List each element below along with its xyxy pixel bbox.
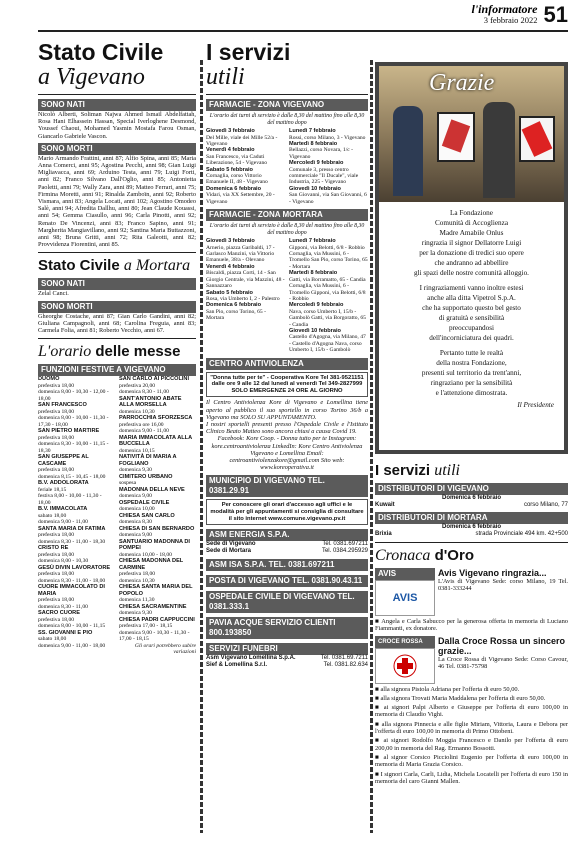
church-name: SAN PIETRO MARTIRE [38, 428, 100, 435]
avis-section [375, 568, 568, 616]
fondazione-line: ringraziano per la sensibilità [430, 379, 513, 387]
header-rule [38, 30, 568, 32]
funebri-contacts [206, 655, 368, 669]
nati-header: SONO NATI [38, 99, 196, 111]
contact-label: Sede di Vigevano [206, 541, 256, 548]
section-title: Stato Civile [38, 39, 164, 65]
croce-rossa-title: Dalla Croce Rossa un sincero grazie... [438, 635, 566, 656]
avis-donation: ■ Angela e Carla Sabucco per la generosa offerta in memoria di Luciano Fiammanti, ex donatore. [375, 618, 568, 633]
mass-times: domenica 9,30 [119, 467, 152, 474]
mass-times: festiva 8,00 - 10,00 - 11,30 - 18,00 [38, 493, 102, 506]
funzioni-header: FUNZIONI FESTIVE A VIGEVANO [38, 364, 196, 376]
farmacia-entry: Del Mille, viale dei Mille 52/a - Vigevano [206, 134, 278, 147]
fondazione-ad [375, 62, 568, 454]
croce-rossa-section [375, 636, 568, 684]
distributori-vigevano-header: DISTRIBUTORI DI VIGEVANO [375, 483, 568, 495]
contact-phone: Tel. 0381.82.634 [323, 662, 368, 669]
fondazione-line: e l'attenzione dimostrata. [435, 389, 508, 397]
turno-day: Lunedì 7 febbraio [289, 128, 336, 135]
church-name: ALLA MORSELLA [119, 402, 167, 409]
asm-header: ASM ENERGIA S.P.A. [206, 529, 368, 541]
farmacia-entry: Arnerio, piazza Garibaldi, 17 - Garlasco Manzini, via Vittorio Emanuele, 38/a - Olevano [206, 244, 275, 264]
ospedale-header: OSPEDALE CIVILE DI VIGEVANO TEL. 0381.333.1 [206, 591, 368, 613]
mass-times: domenica 9,00 - 11,00 [119, 428, 169, 435]
church-name: SANTA MARIA DI FATIMA [38, 525, 106, 532]
avis-title: Avis Vigevano ringrazia... [438, 568, 547, 578]
contact-phone: Tel. 0381.697211 [322, 541, 368, 548]
church-name: SAN CARLO AI PICCOLINI [119, 376, 190, 383]
mass-times: domenica 9,00 - 11,00 [38, 519, 88, 526]
turno-day: Venerdì 4 febbraio [206, 147, 255, 154]
mass-times: prefestiva 18,00 [38, 571, 75, 578]
mass-times: domenica 8,00 - 10,00 - 11,15 [38, 623, 106, 630]
turno-day: Sabato 5 febbraio [206, 289, 253, 296]
church-name: CHIESA DI SAN BERNARDO [119, 525, 195, 532]
fondazione-line: anche alla ditta Vipetrol S.p.A. [427, 294, 516, 302]
church-name: SANT'ANTONIO ABATE [119, 395, 182, 402]
mass-times: domenica 9,00 [119, 493, 152, 500]
page-header [472, 4, 569, 28]
mass-times: prefestiva 18,00 [38, 597, 75, 604]
fondazione-line: presenti sul territorio da trent'anni, [421, 369, 522, 377]
mass-times: domenica 8,00 - 10,00 - 11,30 - 17,30 - 18,00 [38, 415, 109, 428]
farmacia-entry: Nava, corso Umberto I, 15/b - Gambolò Gatti, via Borgoratto, 65 - Candia [289, 308, 366, 328]
turno-day: Domenica 6 febbraio [206, 302, 262, 309]
section-title: I servizi [206, 39, 291, 65]
funebri-header: SERVIZI FUNEBRI [206, 643, 368, 655]
turno-day: Martedì 8 febbraio [289, 270, 338, 277]
right-column [375, 40, 568, 787]
mass-times: prefestiva 18,00 [38, 532, 75, 539]
turno-day: Venerdì 4 febbraio [206, 263, 255, 270]
fondazione-text [379, 208, 564, 398]
farmacie-mortara [206, 238, 368, 353]
church-name: CHIESA SANTA MARIA DEL POPOLO [119, 584, 193, 597]
antiviolenza-text: Il Centro Antiviolenza Kore di Vigevano e Lomellina tiene aperto al pubblico il suo sportello in corso Torino 36/b a Vigevano ma SOLO SU APPUNTAMENTO. [206, 399, 368, 421]
fondazione-line: ringrazia il signor Dellatorre Luigi [421, 239, 522, 247]
antiviolenza-contacts: Facebook: Kore Coop. - Donna tutto per te Instagram: kore.centroantiviolenza LinkedIn: Kore Centro Antiviolenza Vigevano e Lomellina Email: centroantiviolenzakore@gmail.com Sito web: www.koreoperativa.it [211, 435, 363, 472]
mass-times: prefestiva 18,00 [119, 571, 156, 578]
mass-times: domenica 8,30 - 11,00 [119, 389, 169, 396]
fondazione-line: Comunità di Accoglienza [434, 219, 509, 227]
mass-times: domenica 8,30 - 10,00 - 11,15 - 18,30 [38, 441, 109, 454]
mass-times: domenica 8,15 - 10,45 - 18,00 [38, 473, 106, 480]
nati-list-mortara: Zelal Canci. [38, 290, 69, 298]
fondazione-line: di gratuità e sensibilità [438, 314, 505, 322]
church-name: CHIESA SACRAMENTINE [119, 603, 187, 610]
mass-times: prefestiva ore 16,00 [119, 421, 164, 428]
stato-civile-column [38, 40, 196, 656]
church-name: GESÙ DIVIN LAVORATORE [38, 564, 111, 571]
contact-row [206, 655, 368, 662]
nati-header-mortara: SONO NATI [38, 278, 196, 290]
mass-times: domenica 9,30 [119, 610, 152, 617]
mass-times: domenica 8,30 [119, 519, 152, 526]
church-name: CRISTO RE [38, 545, 69, 552]
mass-times: sabato 18,00 [38, 636, 67, 643]
turno-day: Giovedì 10 febbraio [289, 327, 341, 334]
distributori-mortara-header: DISTRIBUTORI DI MORTARA [375, 512, 568, 524]
turno-day: Mercoledì 9 febbraio [289, 160, 344, 167]
contact-row [206, 548, 368, 555]
church-name: SS. GIOVANNI E PIO [38, 629, 93, 636]
messe-schedule [38, 376, 196, 656]
mortara-title: Stato Civile a Mortara [38, 257, 191, 275]
mass-times: domenica 10,00 [119, 506, 155, 513]
mass-times: prefestiva 18,00 [38, 616, 75, 623]
turno-day: Giovedì 3 febbraio [206, 128, 255, 135]
turno-day: Mercoledì 9 febbraio [289, 302, 344, 309]
church-name: B.V. IMMACOLATA [38, 506, 88, 513]
contact-phone: Tel. 0384.295929 [321, 548, 368, 555]
fondazione-line: preoccupandosi [448, 324, 495, 332]
contact-row [206, 541, 368, 548]
church-name: B.V. ADDOLORATA [38, 480, 89, 487]
farmacia-entry: Cornaglia, corso Vittorio Emanuele II, 48 - Vigevano [206, 173, 268, 186]
turno-day: Giovedì 3 febbraio [206, 238, 255, 245]
donation-entry: ■ ai signori Rodolfo Moggia Francesco e Danilo per l'offerta di euro 200,00 in memoria del Rag. Ermanno Bossotti. [375, 737, 568, 752]
avis-tag: AVIS [375, 568, 435, 580]
farmacia-entry: Comunale 3, presso centro commerciale "Il Ducale", viale Industria, 225 - Vigevano [289, 166, 359, 186]
contact-row [206, 662, 368, 669]
mass-times: domenica 9,00 [119, 532, 152, 539]
farmacia-entry: Bellazzi, corso Novara, 1/c - Vigevano [289, 147, 353, 160]
mass-times: domenica 10,30 [119, 408, 155, 415]
contact-label: Sede di Mortara [206, 548, 252, 555]
church-name: SANTUARIO MADONNA DI POMPEI [119, 538, 190, 552]
antiviolenza-header: CENTRO ANTIVIOLENZA [206, 358, 368, 370]
antiviolenza-box: "Donna tutte per te" - Cooperativa Kore Tel 381-9521151 dalle ore 9 alle 12 dal lunedì al venerdì Tel 349-2827999 SOLO EMERGENZE 24 ORE AL GIORNO [206, 372, 368, 398]
church-name: DUOMO [38, 376, 60, 383]
donation-entry: ■ alla signora Pistola Adriana per l'offerta di euro 50,00. [375, 685, 520, 693]
section-subtitle: a Vigevano [38, 64, 145, 90]
mass-times: domenica 8,30 - 11,00 - 18,30 [38, 538, 106, 545]
farmacie-vigevano [206, 128, 368, 205]
distributori-day: Domenica 6 febbraio [441, 495, 501, 501]
church-name: SAN FRANCESCO [38, 402, 87, 409]
distributori-vigevano-row: Kuwait corso Milano, 77 [375, 502, 568, 508]
church-name: NATIVITÀ DI MARIA A FOGLIANO [119, 454, 177, 467]
municipio-box: Per conoscere gli orari d'accesso agli uffici e le modalità per gli appuntamenti si consiglia di consultare il sito internet www.comune.vigevano.pv.it [206, 499, 368, 525]
cronaca-title: Cronaca d'Oro [375, 547, 474, 564]
contact-phone: Tel. 0381.69.7211 [320, 655, 368, 662]
red-cross-icon [375, 648, 435, 684]
distributori-mortara-row: Brixia strada Provinciale 494 km. 42+500 [375, 531, 568, 537]
messe-right [119, 376, 196, 656]
fondazione-line: dell'incorniciatura dei quadri. [429, 334, 514, 342]
church-name: MADONNA DELLA NEVE [119, 486, 185, 493]
farmacia-entry: Biscaldi, piazza Corti, 14 - San Giorgio Centrale, via Mazzini, 48 - Sannazzaro [206, 270, 285, 290]
mass-times: domenica 10,15 [119, 447, 155, 454]
morti-list-mortara: Gheorghe Costache, anni 87; Gian Carlo Gandini, anni 82; Giuliana Campagnoli, anni 68; Carolina Freguia, anni 83; Carmela Folia, anni 81; Roberto Vecchio, anni 67. [38, 312, 196, 335]
mass-times: domenica 11,30 [119, 597, 155, 604]
municipio-header: MUNICIPIO DI VIGEVANO TEL. 0381.29.91 [206, 475, 368, 497]
mass-times: prefestiva 17,00 - 18,15 [119, 623, 173, 630]
messe-left [38, 376, 115, 656]
publication-info [472, 4, 538, 25]
croce-rossa-donations [375, 686, 568, 786]
contact-label: Sief & Lomellina S.r.l. [206, 662, 268, 669]
morti-list: Mario Armando Frattini, anni 87; Alfio Spina, anni 85; Maria Anna Comerci, anni 95; Agostina Pecchi, anni 98; Gian Luigi Migliavacca, anni 69; Arduino Testa, anni 79; Luigi Forti, anni 82; Franco Silvano Dall'Oglio, anni 85; Antonietta Paoletti, anni 79; Wally Zara, anni 89; Matteo Ferrari, anni 75; Firmina Moretti, anni 91; Rinalda Zamboïn, anni 92; Roberto Vismara, anni 83; Angela Locati, anni 102; Agostino Omodeo Salè, anni 94; Afredita Dallhu, anni 80; Jean Claude Kouassi, anni 54; Gemma Ciasullo, anni 96; Carla Pinotti, anni 92; Renato De Vincenzi, anni 83; Franco Sapino, anni 91; Margherita Mangiavillano, anni 92; Santina Maria Buttazzoni, anni 98; Bruna Gritti, anni 72; Rita Galeotti, anni 82; Provvidenza Fiorentini, anni 85. [38, 154, 196, 249]
servizi-utili-title: I servizi utili [375, 462, 460, 479]
pavia-acque-header: PAVIA ACQUE SERVIZIO CLIENTI 800.193850 [206, 617, 368, 639]
turno-day: Domenica 6 febbraio [206, 185, 262, 192]
column-divider [370, 60, 373, 833]
photo-caption: Grazie [429, 70, 495, 96]
farmacie-mortara-header: FARMACIE - ZONA MORTARA [206, 209, 368, 221]
mass-times: feriale 18,15 [38, 486, 67, 493]
donation-entry: ■ I signori Carla, Carli, Lidia, Michela Locatelli per l'offerta di euro 150 in memoria del caro Gianni Mallen. [375, 770, 568, 785]
fondazione-line: della nostra Fondazione, [436, 359, 507, 367]
donation-entry: ■ al signor Corsico Picciolini Eugenio per l'offerta di euro 100,00 in memoria di Maria Grazia Corsico. [375, 753, 568, 769]
fondazione-line: Pertanto tutte le realtà [439, 349, 504, 357]
avis-logo: AVIS [375, 580, 435, 616]
mass-times: domenica 8,30 - 11,00 [38, 603, 88, 610]
church-name: CHIESA PADRI CAPPUCCINI [119, 616, 195, 623]
morti-header: SONO MORTI [38, 143, 196, 155]
farmacie-vigevano-header: FARMACIE - ZONA VIGEVANO [206, 99, 368, 111]
mass-times: prefestiva 20,00 [119, 382, 156, 389]
donation-entry: ■ alla signora Trovati Maria Maddalena per l'offerta di euro 50,00. [375, 694, 546, 702]
farmacia-entry: Gipponi, via Belotti, 6/8 - Robbio Cornaglia, via Mussini, 6 - Tromello San Pio, corso Torino, 65 - Mortara [289, 244, 368, 270]
asm-contacts [206, 541, 368, 555]
schedule-note: Gli orari potrebbero subire variazioni [134, 642, 196, 656]
mass-times: prefestiva 18,00 [38, 434, 75, 441]
croce-rossa-tag: CROCE ROSSA [375, 636, 435, 648]
fondazione-line: I ringraziamenti vanno inoltre estesi [419, 284, 524, 292]
mass-times: domenica 8,00 - 10,30 [38, 558, 89, 565]
mass-times: domenica 9,00 - 11,00 - 18,00 [38, 642, 106, 649]
croce-rossa-address: La Croce Rossa di Vigevano Sede: Corso Cavour, 46 Tel. 0381-75798 [438, 655, 568, 670]
mass-times: prefestiva 18,00 [38, 382, 75, 389]
nati-list: Nicolò Alberti, Soliman Najwa Ahmed Ismail Abdelfattah, Rosa Hani Elhassein Hassan, Special Iverloghene Desmond, Youssef Chaoui, Mohamed Yasmin Mostafa Farou Osman, Giancarlo Gabriele Vascon. [38, 111, 196, 140]
mass-times: prefestiva 18,00 [38, 551, 75, 558]
farmacie-intro: L'orario dei turni di servizio è dalle 8,30 del mattino fino alle 8,30 del mattino dopo [209, 113, 365, 126]
donation-entry: ■ alla signora Pinnecia e alle figlie Miriam, Vittoria, Laura e Debora per l'offerta di euro 100,00 in memoria di Primo Ottobeni. [375, 720, 568, 736]
mass-times: prefestiva 18,00 [38, 467, 75, 474]
farmacia-entry: Castello d'Agogna, via Milano, 47 - Castello d'Agogna Nava, corso Umberto I, 15/b - Gambolò [289, 334, 366, 354]
church-name: OSPEDALE CIVILE [119, 499, 170, 506]
donation-photo [379, 66, 564, 202]
fondazione-line: Madre Amabile Onlus [439, 229, 504, 237]
farmacie-intro: L'orario dei turni di servizio è dalle 8,30 del mattino fino alle 8,30 del mattino dopo [209, 223, 365, 236]
messe-title: L'orario delle messe [38, 343, 181, 361]
farmacia-entry: Vidari, via XX Settembre, 20 - Vigevano [206, 192, 275, 205]
farmacia-entry: San Pio, corso Torino, 65 - Mortara [206, 308, 266, 322]
mass-times: sabato 18,00 [38, 512, 67, 519]
mass-times: domenica 10,30 [119, 577, 155, 584]
distributori-day: Domenica 6 febbraio [441, 524, 501, 530]
turno-day: Giovedì 10 febbraio [289, 185, 341, 192]
mass-times: sospesa [119, 480, 137, 487]
fondazione-line: La Fondazione [450, 209, 493, 217]
mass-times: prefestiva 18,00 [38, 408, 75, 415]
church-name: MARIA IMMACOLATA ALLA BUCCELLA [119, 434, 192, 448]
farmacia-entry: San Francesco, via Caduti Liberazione, 54 - Vigevano [206, 153, 268, 167]
servizi-utili-column [206, 40, 368, 669]
publication-name: l'informatore [471, 2, 538, 16]
farmacia-entry: Rosa, via Umberto I, 2 - Palestro [206, 295, 280, 302]
turno-day: Martedì 8 febbraio [289, 141, 338, 147]
church-name: CHIESA MADONNA DEL CARMINE [119, 558, 184, 571]
turno-day: Sabato 5 febbraio [206, 166, 253, 173]
fondazione-signature: Il Presidente [517, 401, 554, 409]
church-name: SACRO CUORE [38, 610, 80, 617]
contact-label: Asm Vigevano Lomellina S.p.A. [206, 655, 296, 662]
morti-header-mortara: SONO MORTI [38, 301, 196, 313]
asm-isa-header: ASM ISA S.P.A. TEL. 0381.697211 [206, 559, 368, 571]
avis-address: L'Avis di Vigevano Sede: corso Milano, 19 Tel. 0381-333244 [438, 578, 568, 593]
mass-times: domenica 10,00 - 18,00 [119, 551, 172, 558]
turno-day: Lunedì 7 febbraio [289, 238, 336, 245]
fondazione-line: che ha supportato questo bel gesto [422, 304, 521, 312]
farmacia-entry: Rossi, corso Milano, 3 - Vigevano [289, 134, 366, 141]
page-number: 51 [543, 2, 568, 27]
fondazione-line: per la donazione di tredici suo opere [419, 249, 524, 257]
column-divider [200, 60, 203, 833]
donation-entry: ■ ai signori Palpi Alberto e Giuseppe per l'offerta di euro 100,00 in memoria di Claudio Vighi. [375, 704, 568, 719]
farmacia-entry: San Giovanni, via San Giovanni, 6 - Vigevano [289, 192, 367, 205]
farmacia-entry: Gatti, via Borramatto, 65 - Candia Cornaglia, via Mussini, 6 - Tromello Gipponi, via Belotti, 6/8 - Robbio [289, 276, 366, 302]
mass-times: domenica 9,00 - 10,30 - 11,30 - 17,00 - 18,15 [119, 629, 190, 643]
church-name: PARROCCHIA SFORZESCA [119, 415, 193, 422]
issue-date: 3 febbraio 2022 [483, 15, 538, 25]
posta-header: POSTA DI VIGEVANO TEL. 0381.90.43.11 [206, 575, 368, 587]
mass-times: domenica 8,30 - 11,00 - 18,00 [38, 577, 106, 584]
antiviolenza-text-2: I nostri sportelli presenti presso l'Ospedale Civile e l'Istituto Clinico Beato Matteo sono ancora chiusi a causa Covid 19. [206, 420, 368, 436]
fondazione-line: che andranno ad abbellire [434, 259, 509, 267]
section-subtitle: utili [206, 64, 245, 90]
church-name: CUORE IMMACOLATO DI MARIA [38, 584, 105, 597]
fondazione-line: gli spazi delle nostre comunità alloggio. [414, 269, 529, 277]
church-name: CIMITERO URBANO [119, 473, 173, 480]
mass-times: domenica 8,00 - 10,30 - 12,00 - 18,00 [38, 389, 109, 402]
church-name: SAN GIUSEPPE AL CASCAME [38, 454, 89, 467]
church-name: CHIESA SAN CARLO [119, 512, 175, 519]
